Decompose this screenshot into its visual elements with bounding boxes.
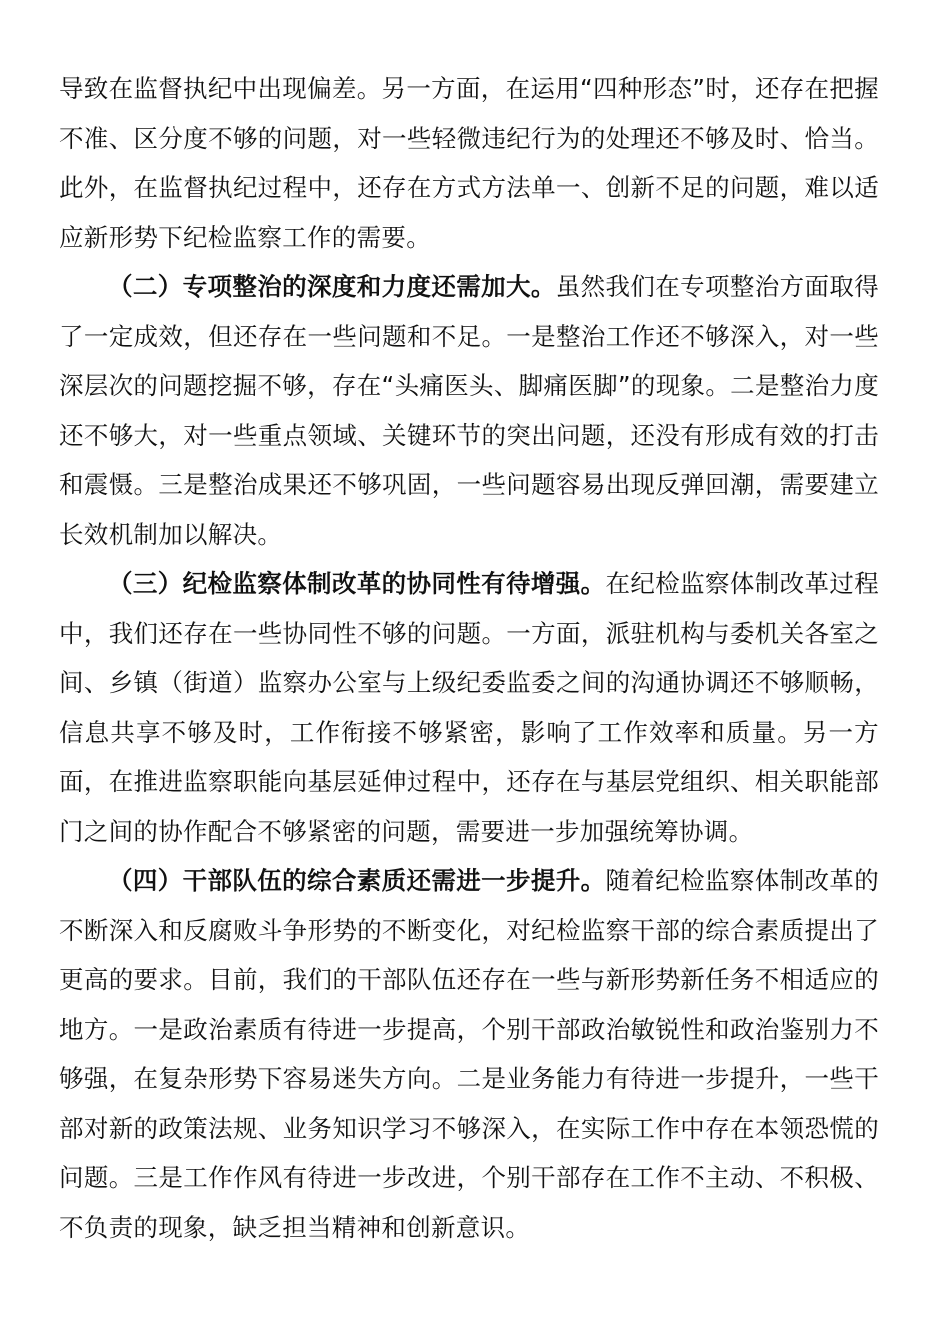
document-page [59,64,879,1252]
section-heading: （二）专项整治的深度和力度还需加大。 [108,272,556,301]
section-heading: （三）纪检监察体制改革的协同性有待增强。 [108,569,606,598]
paragraph-section-4 [59,856,879,1252]
paragraph-section-2 [59,262,879,559]
paragraph-body: 虽然我们在专项整治方面取得了一定成效，但还存在一些问题和不足。一是整治工作还不够深入，对一些深层次的问题挖掘不够，存在“头痛医头、脚痛医脚”的现象。二是整治力度还不够大，对一些重点领域、关键环节的突出问题，还没有形成有效的打击和震慑。三是整治成果还不够巩固，一些问题容易出现反弹回潮，需要建立长效机制加以解决。 [59,272,879,549]
section-heading: （四）干部队伍的综合素质还需进一步提升。 [108,866,606,895]
paragraph-body: 在纪检监察体制改革过程中，我们还存在一些协同性不够的问题。一方面，派驻机构与委机关各室之间、乡镇（街道）监察办公室与上级纪委监委之间的沟通协调还不够顺畅，信息共享不够及时，工作衔接不够紧密，影响了工作效率和质量。另一方面，在推进监察职能向基层延伸过程中，还存在与基层党组织、相关职能部门之间的协作配合不够紧密的问题，需要进一步加强统筹协调。 [59,569,879,846]
paragraph-section-3 [59,559,879,856]
paragraph-continuation [59,64,879,262]
paragraph-body: 随着纪检监察体制改革的不断深入和反腐败斗争形势的不断变化，对纪检监察干部的综合素质提出了更高的要求。目前，我们的干部队伍还存在一些与新形势新任务不相适应的地方。一是政治素质有待进一步提高，个别干部政治敏锐性和政治鉴别力不够强，在复杂形势下容易迷失方向。二是业务能力有待进一步提升，一些干部对新的政策法规、业务知识学习不够深入，在实际工作中存在本领恐慌的问题。三是工作作风有待进一步改进，个别干部存在工作不主动、不积极、不负责的现象，缺乏担当精神和创新意识。 [59,866,879,1242]
paragraph-body: 导致在监督执纪中出现偏差。另一方面，在运用“四种形态”时，还存在把握不准、区分度不够的问题，对一些轻微违纪行为的处理还不够及时、恰当。此外，在监督执纪过程中，还存在方式方法单一、创新不足的问题，难以适应新形势下纪检监察工作的需要。 [59,74,879,252]
